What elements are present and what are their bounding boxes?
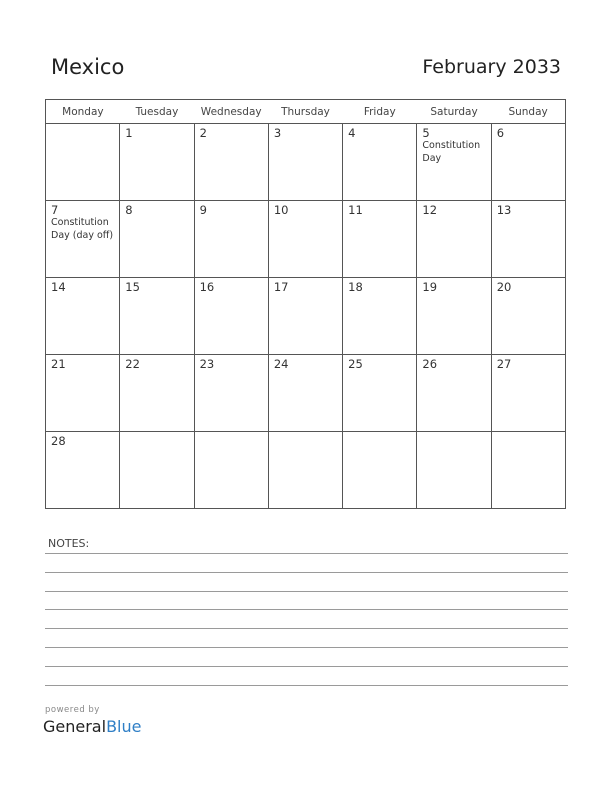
day-cell [46, 124, 120, 201]
day-cell [343, 355, 417, 432]
notes-line [45, 685, 568, 686]
day-number: 13 [496, 203, 512, 217]
country-title: Mexico [51, 55, 125, 79]
day-cell [268, 278, 342, 355]
day-cell [120, 201, 194, 278]
day-number: 10 [273, 203, 289, 217]
notes-line [45, 666, 568, 667]
day-number: 23 [199, 357, 215, 371]
day-cell [491, 201, 565, 278]
day-cell [343, 432, 417, 509]
day-number: 2 [199, 126, 207, 140]
weekday-header: Friday [343, 100, 417, 124]
day-number: 6 [496, 126, 505, 140]
day-cell [46, 278, 120, 355]
day-cell [268, 432, 342, 509]
day-number: 11 [348, 203, 363, 217]
day-cell [417, 432, 491, 509]
day-number: 17 [273, 280, 289, 294]
day-cell [491, 355, 565, 432]
day-number: 19 [422, 280, 438, 294]
day-cell [194, 278, 268, 355]
weekday-header: Sunday [491, 100, 565, 124]
day-cell [120, 355, 194, 432]
day-cell [194, 201, 268, 278]
day-number: 8 [125, 203, 133, 217]
notes-line [45, 628, 568, 629]
week-row [46, 124, 566, 201]
calendar-grid [45, 99, 566, 509]
day-cell [417, 355, 491, 432]
day-number: 7 [51, 203, 59, 217]
day-cell [194, 432, 268, 509]
day-cell [343, 278, 417, 355]
day-cell [120, 432, 194, 509]
brand-general: General [43, 717, 107, 736]
day-number: 24 [273, 357, 289, 371]
weekday-header: Tuesday [120, 100, 194, 124]
day-number: 21 [51, 357, 66, 371]
day-cell [343, 124, 417, 201]
day-cell [417, 278, 491, 355]
day-number: 12 [422, 203, 438, 217]
day-number: 27 [496, 357, 512, 371]
day-number: 9 [199, 203, 207, 217]
weekday-header: Monday [46, 100, 120, 124]
day-number: 3 [273, 126, 282, 140]
day-number: 16 [199, 280, 215, 294]
day-number: 28 [51, 434, 66, 448]
holiday-label: Constitution Day (day off) [51, 217, 114, 241]
weekday-header: Wednesday [194, 100, 268, 124]
notes-line [45, 647, 568, 648]
notes-label: NOTES: [48, 537, 90, 550]
day-cell [268, 124, 342, 201]
month-title: February 2033 [422, 56, 561, 78]
day-cell [120, 278, 194, 355]
day-cell [46, 201, 120, 278]
powered-by-text: powered by [45, 705, 100, 715]
weekday-header-row [46, 100, 566, 124]
day-cell [343, 201, 417, 278]
notes-line [45, 553, 568, 554]
day-cell [417, 201, 491, 278]
notes-line [45, 609, 568, 610]
weekday-header: Thursday [268, 100, 342, 124]
week-row [46, 201, 566, 278]
week-row [46, 278, 566, 355]
day-number: 4 [348, 126, 356, 140]
week-row [46, 355, 566, 432]
day-number: 18 [348, 280, 363, 294]
generalblue-logo [43, 717, 141, 736]
day-cell [46, 432, 120, 509]
day-number: 22 [125, 357, 140, 371]
day-cell [268, 201, 342, 278]
day-number: 26 [422, 357, 438, 371]
holiday-label: Constitution Day [422, 140, 481, 164]
brand-blue: Blue [106, 717, 142, 736]
day-cell [268, 355, 342, 432]
day-cell [46, 355, 120, 432]
week-row [46, 432, 566, 509]
day-number: 15 [125, 280, 140, 294]
weekday-header: Saturday [417, 100, 491, 124]
day-cell [194, 355, 268, 432]
day-cell [491, 278, 565, 355]
day-number: 1 [125, 126, 133, 140]
notes-line [45, 572, 568, 573]
day-cell [194, 124, 268, 201]
day-cell [491, 124, 565, 201]
day-cell [120, 124, 194, 201]
day-number: 20 [496, 280, 512, 294]
day-number: 25 [348, 357, 363, 371]
day-number: 5 [422, 126, 430, 140]
notes-line [45, 591, 568, 592]
day-cell [417, 124, 491, 201]
day-number: 14 [51, 280, 66, 294]
day-cell [491, 432, 565, 509]
